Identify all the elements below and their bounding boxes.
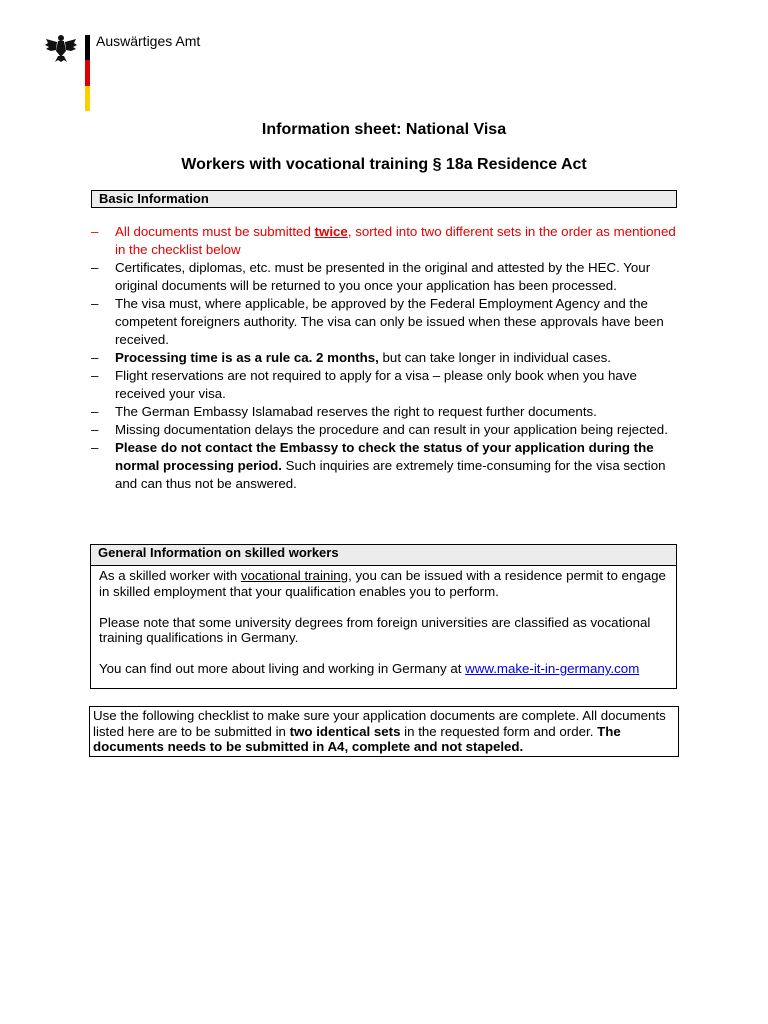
list-item: – The visa must, where applicable, be approved by the Federal Employment Agency and the competent foreigners authority. The visa can only be issued when these approvals have been received. — [91, 296, 664, 347]
list-item: – The German Embassy Islamabad reserves the right to request further documents. — [91, 404, 597, 419]
general-info-paragraph: Please note that some university degrees from foreign universities are classified as vocational training qualifications in Germany. — [99, 614, 651, 645]
emphasis-twice: twice — [314, 224, 348, 239]
federal-eagle-icon — [44, 33, 78, 63]
checklist-note-box: Use the following checklist to make sure your application documents are complete. All documents listed here are to be submitted in two identical sets in the requested form and order. The documents needs to be submitted in A4, complete and not stapeled. — [89, 706, 679, 757]
bullet-dash: – — [91, 350, 99, 365]
bullet-dash: – — [91, 404, 99, 419]
german-flag-bar — [85, 35, 90, 111]
general-info-paragraph: You can find out more about living and working in Germany at www.make-it-in-germany.com — [99, 661, 640, 676]
bullet-dash: – — [91, 368, 99, 383]
list-item: – Please do not contact the Embassy to check the status of your application during the normal processing period. Such inquiries are extremely time-consuming for the visa section and can thus not be answered. — [91, 440, 666, 491]
general-info-box — [90, 544, 677, 689]
bullet-dash: – — [91, 422, 99, 437]
list-item: – Certificates, diplomas, etc. must be presented in the original and attested by the HEC. Your original documents will be returned to you once your application has been processed. — [91, 260, 651, 293]
list-item: – Flight reservations are not required to apply for a visa – please only book when you have received your visa. — [91, 368, 637, 401]
list-item: – Missing documentation delays the procedure and can result in your application being rejected. — [91, 422, 668, 437]
list-item: – Processing time is as a rule ca. 2 months, but can take longer in individual cases. — [91, 350, 611, 365]
page-title: Information sheet: National Visa — [261, 121, 507, 138]
general-info-body — [91, 566, 676, 677]
bullet-dash: – — [91, 296, 99, 311]
bullet-dash: – — [91, 260, 99, 275]
basic-info-heading: Basic Information — [91, 190, 677, 208]
bullet-dash: – — [91, 224, 99, 239]
make-it-in-germany-link[interactable]: www.make-it-in-germany.com — [465, 661, 640, 676]
page-subtitle: Workers with vocational training § 18a Residence Act — [181, 156, 587, 173]
bullet-dash: – — [91, 440, 99, 455]
brand-name: Auswärtiges Amt — [96, 33, 201, 49]
general-info-paragraph: As a skilled worker with vocational training, you can be issued with a residence permit to engage in skilled employment that your qualification enables you to perform. — [99, 568, 666, 599]
list-item: – All documents must be submitted twice, sorted into two different sets in the order as mentioned in the checklist below — [91, 224, 676, 257]
vocational-training-text: vocational training — [240, 568, 349, 583]
basic-info-list — [91, 223, 681, 493]
general-info-heading: General Information on skilled workers — [91, 545, 676, 566]
